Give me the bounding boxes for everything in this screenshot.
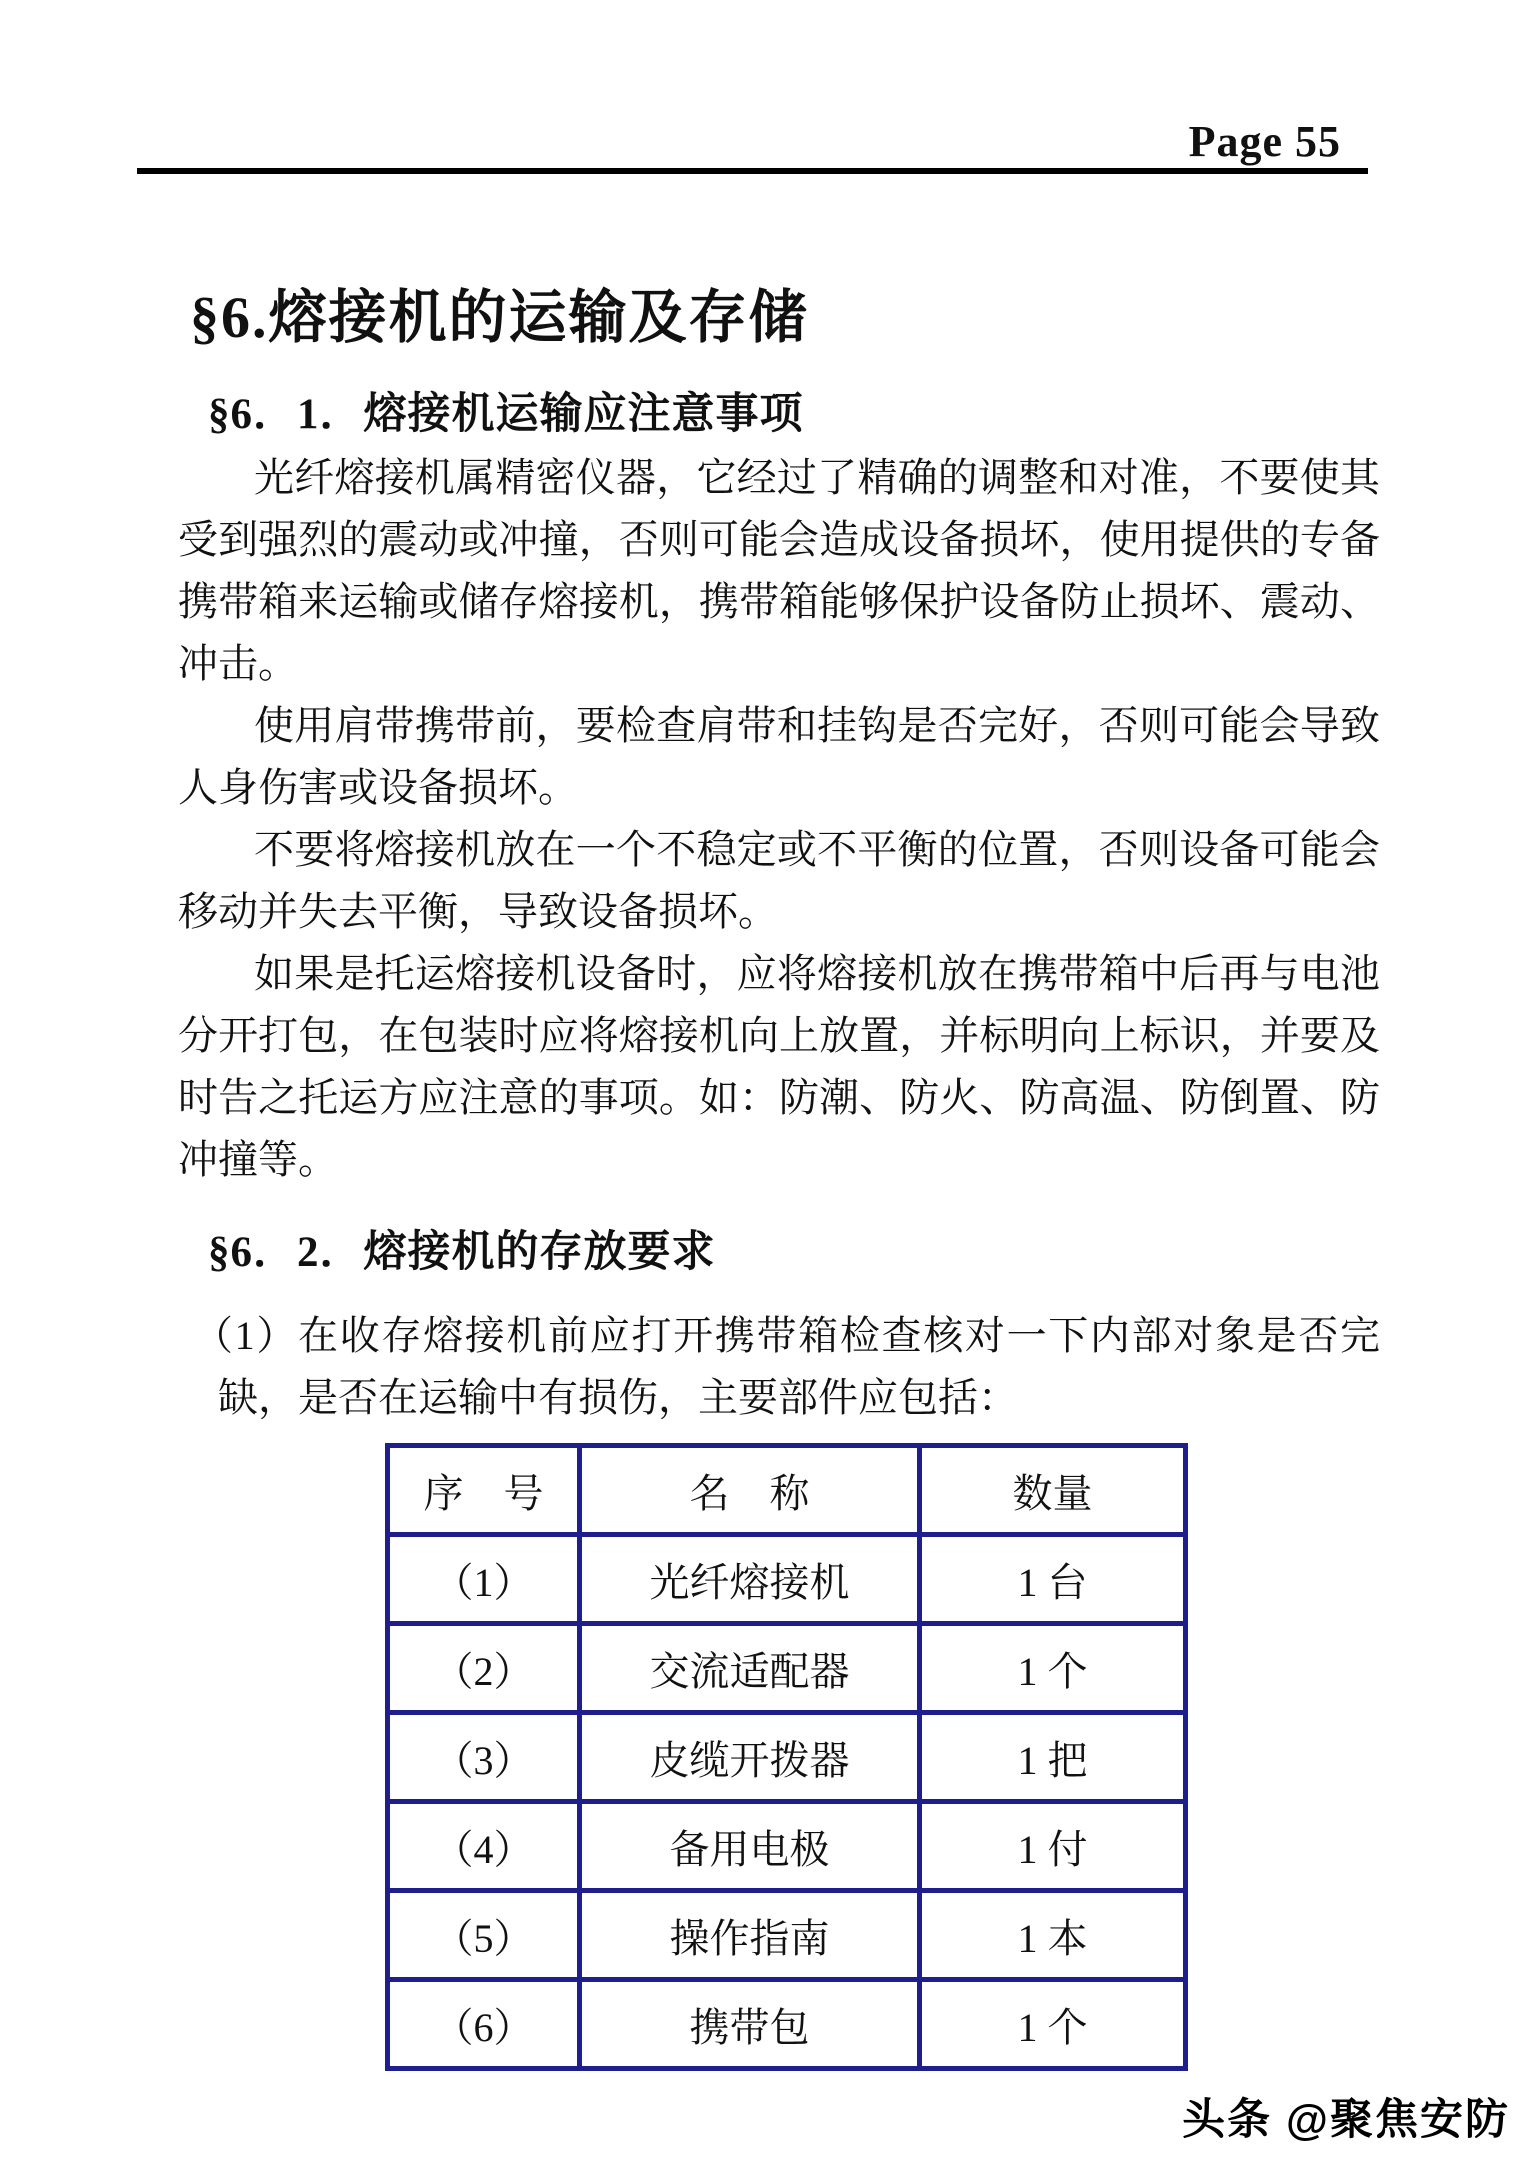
- table-row: [388, 1713, 1186, 1802]
- cell-quantity: 1 本: [920, 1891, 1186, 1980]
- cell-name: 备用电极: [580, 1802, 920, 1891]
- cell-quantity: 1 台: [920, 1535, 1186, 1624]
- paragraph-transport-3: 不要将熔接机放在一个不稳定或不平衡的位置，否则设备可能会移动并失去平衡，导致设备损坏。: [178, 827, 1380, 934]
- parts-table: [385, 1443, 1188, 2071]
- table-header-row: [388, 1446, 1186, 1535]
- table-row: [388, 1891, 1186, 1980]
- cell-quantity: 1 把: [920, 1713, 1186, 1802]
- watermark-toutiao: 头条 @聚焦安防: [1182, 2096, 1510, 2144]
- cell-name: 交流适配器: [580, 1624, 920, 1713]
- cell-index: （5）: [388, 1891, 580, 1980]
- cell-index: （6）: [388, 1980, 580, 2069]
- cell-name: 携带包: [580, 1980, 920, 2069]
- cell-quantity: 1 个: [920, 1624, 1186, 1713]
- cell-name: 光纤熔接机: [580, 1535, 920, 1624]
- paragraph-transport-2: 使用肩带携带前，要检查肩带和挂钩是否完好，否则可能会导致人身伤害或设备损坏。: [178, 703, 1380, 810]
- table-row: [388, 1980, 1186, 2069]
- cell-index: （3）: [388, 1713, 580, 1802]
- cell-index: （1）: [388, 1535, 580, 1624]
- table-row: [388, 1802, 1186, 1891]
- col-header-index: 序 号: [388, 1446, 580, 1535]
- table-row: [388, 1624, 1186, 1713]
- cell-quantity: 1 付: [920, 1802, 1186, 1891]
- cell-name: 操作指南: [580, 1891, 920, 1980]
- paragraph-transport-4: 如果是托运熔接机设备时，应将熔接机放在携带箱中后再与电池分开打包，在包装时应将熔接机向上放置，并标明向上标识，并要及时告之托运方应注意的事项。如：防潮、防火、防高温、防倒置、防冲撞等。: [178, 951, 1380, 1182]
- col-header-quantity: 数量: [920, 1446, 1186, 1535]
- cell-index: （2）: [388, 1624, 580, 1713]
- paragraph-storage-item-1: （1）在收存熔接机前应打开携带箱检查核对一下内部对象是否完缺，是否在运输中有损伤，主要部件应包括：: [193, 1313, 1380, 1420]
- table-row: [388, 1535, 1186, 1624]
- cell-quantity: 1 个: [920, 1980, 1186, 2069]
- subsection-title-6-2: §6．2．熔接机的存放要求: [208, 1229, 716, 1276]
- subsection-title-6-1: §6．1．熔接机运输应注意事项: [208, 391, 804, 438]
- page-number: Page 55: [1188, 117, 1341, 166]
- cell-index: （4）: [388, 1802, 580, 1891]
- section-title: §6.熔接机的运输及存储: [190, 285, 809, 350]
- cell-name: 皮缆开拨器: [580, 1713, 920, 1802]
- col-header-name: 名 称: [580, 1446, 920, 1535]
- paragraph-transport-1: 光纤熔接机属精密仪器，它经过了精确的调整和对准，不要使其受到强烈的震动或冲撞，否则可能会造成设备损坏，使用提供的专备携带箱来运输或储存熔接机，携带箱能够保护设备防止损坏、震动、冲击。: [178, 455, 1380, 686]
